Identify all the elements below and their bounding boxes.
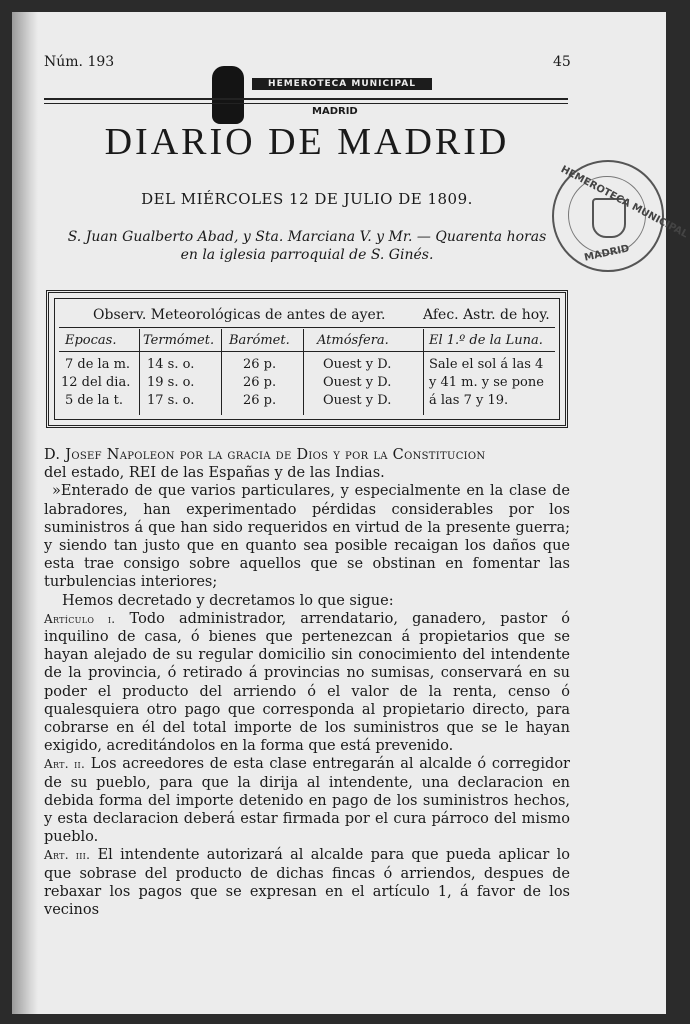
- page-spine: [12, 12, 38, 1014]
- article-1-text: Todo administrador, arrendatario, ganadero, pastor ó inquilino de casa, ó bienes que pertenezcan á propietarios que se hayan alejado de su regular domicilio sin conocimiento del intendente de la provincia, ó retirado á provincias no sumisas, conservará en su poder el producto del arriendo ó el valor de la renta, censo ó qualesquiera otro pago que corresponda al propietario directo, para cobrarse en él del total importe de los suministros que se le hayan exigido, acreditándolos en la forma que está prevenido.: [44, 610, 570, 755]
- decree-preamble: »Enterado de que varios particulares, y especialmente en la clase de labradores, han experimentado pérdidas considerables por los suministros á que han sido requeridos en virtud de la presente guerra; y siendo tan justo que en quanto sea posible recaigan los daños que esta trae consigo sobre aquellos que se obstinan en fomentar las turbulencias interiores;: [44, 483, 570, 591]
- table-col-divider-3: [303, 329, 304, 415]
- weather-heading-right: Afec. Astr. de hoy.: [423, 307, 550, 323]
- row-2-barometro: 26 p.: [243, 375, 277, 390]
- row-3-termometro: 17 s. o.: [147, 393, 195, 408]
- article-2-text: Los acreedores de esta clase entregarán al alcalde ó corregidor de su pueblo, para que la dirija al intendente, una declaracion en debida forma del importe detenido en pago de los suministros hechos, y esta declaracion deberá estar firmada por el cura párroco del mismo pueblo.: [44, 756, 570, 846]
- saints-of-the-day: [44, 228, 570, 264]
- row-2-atmosfera: Ouest y D.: [323, 375, 392, 390]
- col-header-barometro: Barómet.: [229, 333, 290, 348]
- header-rule-top: [44, 98, 568, 100]
- row-1-barometro: 26 p.: [243, 357, 277, 372]
- table-col-divider-2: [221, 329, 222, 415]
- article-2: [44, 755, 570, 846]
- row-1-atmosfera: Ouest y D.: [323, 357, 392, 372]
- weather-table-inner: [54, 298, 560, 420]
- stamp-city-text: MADRID: [312, 106, 358, 117]
- table-rule-2: [59, 351, 555, 352]
- col-header-atmosfera: Atmósfera.: [317, 333, 389, 348]
- article-3: [44, 846, 570, 919]
- row-3-atmosfera: Ouest y D.: [323, 393, 392, 408]
- issue-number: Núm. 193: [44, 54, 115, 70]
- astro-line-3: á las 7 y 19.: [429, 393, 509, 408]
- row-2-epoca: 12 del dia.: [61, 375, 131, 390]
- article-body: [44, 446, 570, 919]
- row-1-termometro: 14 s. o.: [147, 357, 195, 372]
- date-line: DEL MIÉRCOLES 12 DE JULIO DE 1809.: [141, 190, 473, 208]
- col-header-termometro: Termómet.: [143, 333, 215, 348]
- page-number: 45: [553, 54, 571, 70]
- header-rule-bottom: [44, 103, 568, 104]
- saints-line-1: S. Juan Gualberto Abad, y Sta. Marciana V. y Mr. — Quarenta horas: [67, 229, 547, 245]
- crest-stamp-icon: [212, 66, 244, 124]
- article-3-text: El intendente autorizará al alcalde para que pueda aplicar lo que sobrase del producto de dichas fincas ó arriendos, despues de rebaxar los pagos que se expresan en el artículo 1, á favor de los vecinos: [44, 847, 571, 919]
- table-col-divider-1: [139, 329, 140, 415]
- col-header-epocas: Epocas.: [65, 333, 117, 348]
- decree-intro-rest: del estado, REI de las Españas y de las Indias.: [44, 465, 385, 482]
- seal-bottom-text: MADRID: [583, 243, 631, 264]
- row-1-epoca: 7 de la m.: [65, 357, 131, 372]
- article-1-label: Artículo i.: [44, 611, 116, 626]
- astro-line-1: Sale el sol á las 4: [429, 357, 544, 372]
- decree-line: Hemos decretado y decretamos lo que sigue:: [62, 592, 394, 609]
- weather-heading-left: Observ. Meteorológicas de antes de ayer.: [93, 307, 386, 323]
- weather-table: [46, 290, 568, 428]
- col-header-luna: El 1.º de la Luna.: [429, 333, 543, 348]
- table-rule-1: [59, 327, 555, 328]
- library-stamp: [212, 66, 432, 117]
- article-1: [44, 610, 570, 756]
- table-col-divider-4: [423, 329, 424, 415]
- municipal-seal-stamp: [552, 160, 690, 272]
- seal-top-text: HEMEROTECA MUNICIPAL: [558, 164, 690, 241]
- row-3-barometro: 26 p.: [243, 393, 277, 408]
- article-2-label: Art. ii.: [44, 757, 86, 772]
- row-3-epoca: 5 de la t.: [65, 393, 123, 408]
- article-3-label: Art. iii.: [44, 848, 91, 863]
- astro-line-2: y 41 m. y se pone: [429, 375, 544, 390]
- masthead-title: DIARIO DE MADRID: [104, 121, 510, 163]
- saints-line-2: en la iglesia parroquial de S. Ginés.: [180, 247, 434, 263]
- decree-intro-smallcaps: D. Josef Napoleon por la gracia de Dios y por la Constitucion: [44, 447, 486, 463]
- row-2-termometro: 19 s. o.: [147, 375, 195, 390]
- stamp-library-text: HEMEROTECA MUNICIPAL: [252, 78, 432, 90]
- decree-intro: [44, 446, 570, 482]
